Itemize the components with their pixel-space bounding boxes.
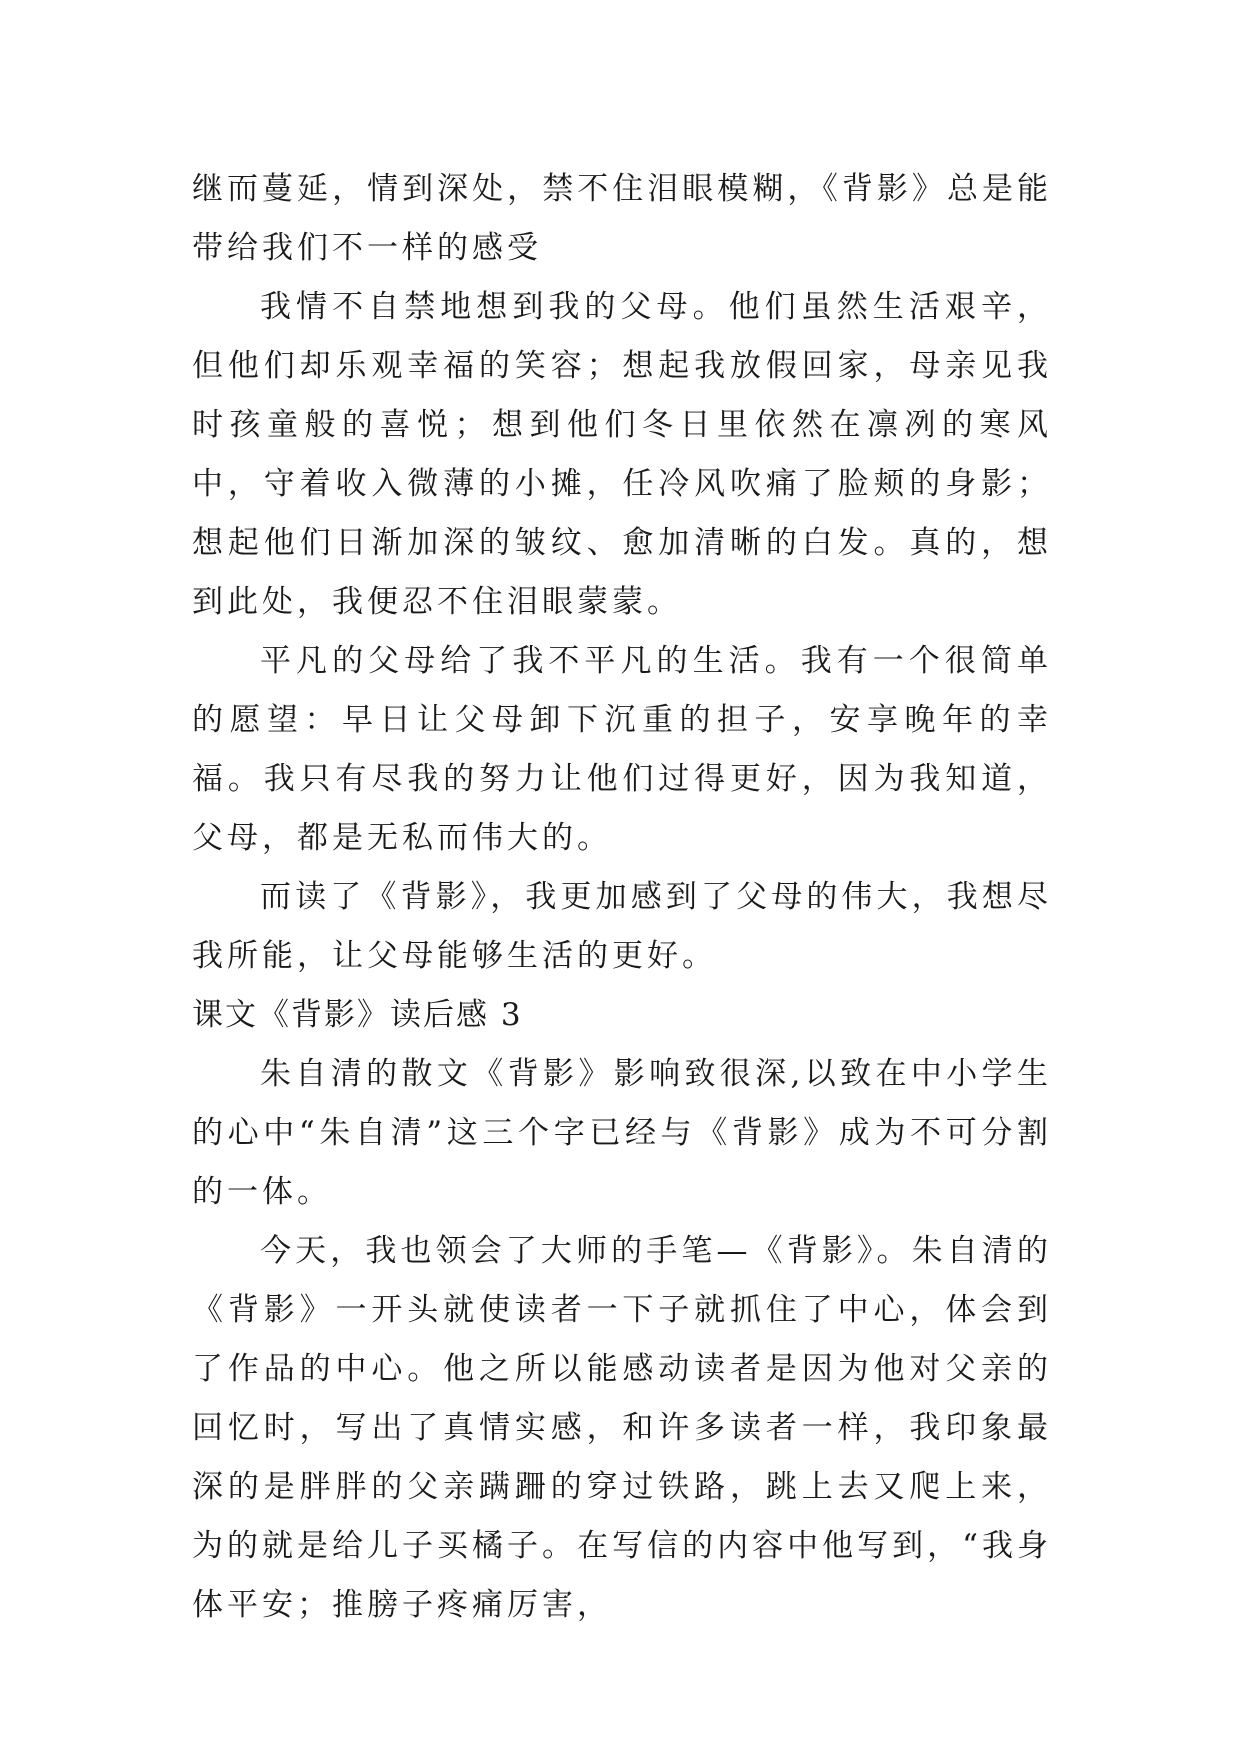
paragraph: 朱自清的散文《背影》影响致很深,以致在中小学生的心中“朱自清”这三个字已经与《背影》成为不可分割的一体。 xyxy=(192,1056,1052,1210)
paragraph: 而读了《背影》，我更加感到了父母的伟大，我想尽我所能，让父母能够生活的更好。 xyxy=(192,879,1052,974)
paragraph: 继而蔓延，情到深处，禁不住泪眼模糊，《背影》总是能带给我们不一样的感受 xyxy=(192,171,1052,266)
paragraph: 平凡的父母给了我不平凡的生活。我有一个很简单的愿望：早日让父母卸下沉重的担子，安享晚年的幸福。我只有尽我的努力让他们过得更好，因为我知道，父母，都是无私而伟大的。 xyxy=(192,643,1052,856)
document-page xyxy=(192,160,1052,1635)
section-heading: 课文《背影》读后感 3 xyxy=(192,997,523,1033)
paragraph: 今天，我也领会了大师的手笔—《背影》。朱自清的《背影》一开头就使读者一下子就抓住了中心，体会到了作品的中心。他之所以能感动读者是因为他对父亲的回忆时，写出了真情实感，和许多读者一样，我印象最深的是胖胖的父亲蹒跚的穿过铁路，跳上去又爬上来，为的就是给儿子买橘子。在写信的内容中他写到，“我身体平安；推膀子疼痛厉害， xyxy=(192,1233,1052,1623)
paragraph: 我情不自禁地想到我的父母。他们虽然生活艰辛，但他们却乐观幸福的笑容；想起我放假回家，母亲见我时孩童般的喜悦；想到他们冬日里依然在凛冽的寒风中，守着收入微薄的小摊，任冷风吹痛了脸颊的身影；想起他们日渐加深的皱纹、愈加清晰的白发。真的，想到此处，我便忍不住泪眼蒙蒙。 xyxy=(192,289,1052,620)
